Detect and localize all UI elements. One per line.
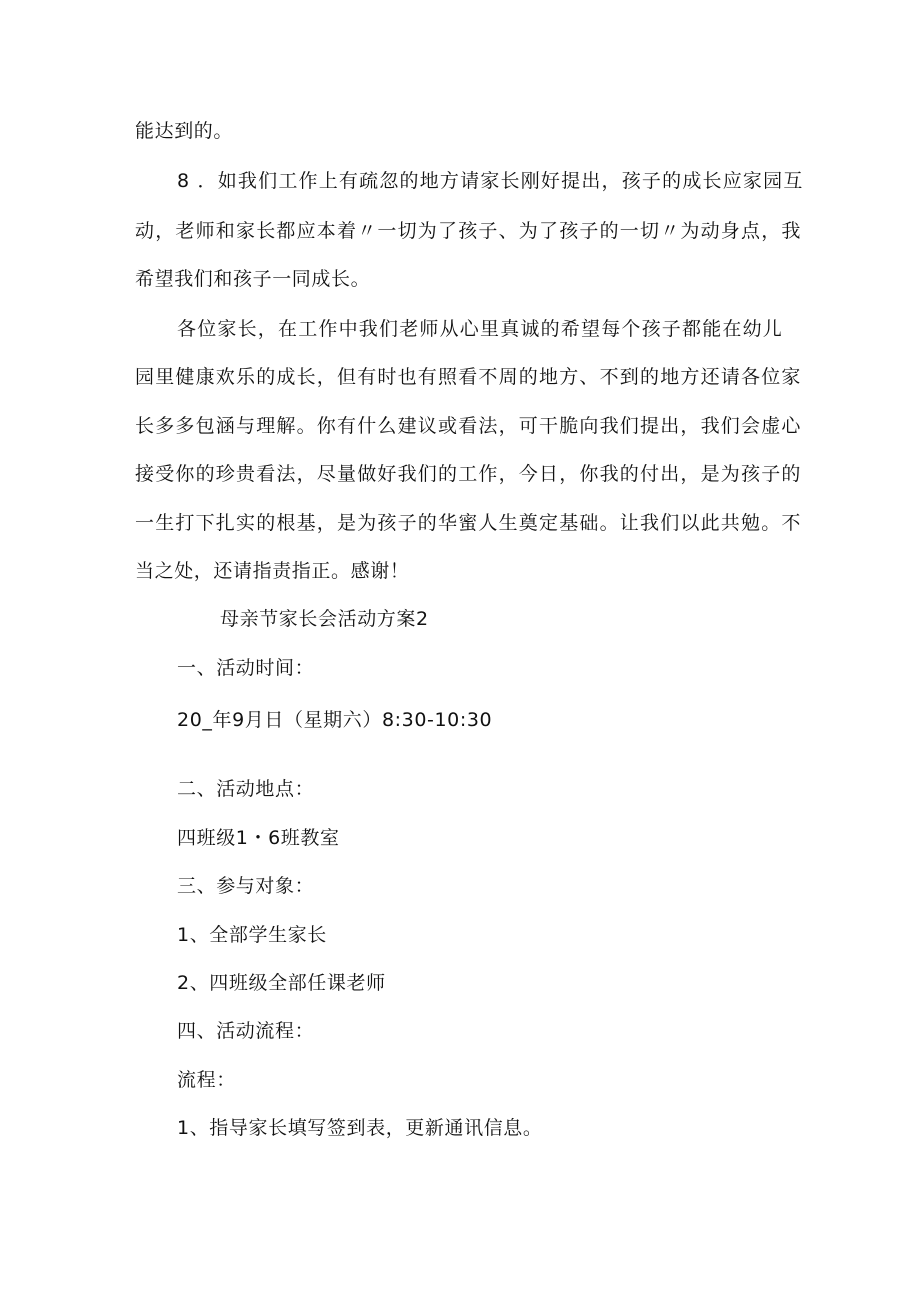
section-title: 母亲节家长会活动方案2 (220, 608, 429, 630)
closing-line-3: 长多多包涵与理解。你有什么建议或看法，可干脆向我们提出，我们会虚心 (135, 415, 802, 437)
time-value: 20_年9月日（星期六）8:30-10:30 (177, 709, 493, 731)
process-step-1: 1、指导家长填写签到表，更新通讯信息。 (177, 1117, 543, 1139)
process-label: 流程： (177, 1069, 236, 1091)
participant-2: 2、四班级全部任课老师 (177, 972, 386, 994)
closing-line-1: 各位家长，在工作中我们老师从心里真诚的希望每个孩子都能在幼儿 (177, 318, 784, 340)
closing-line-4: 接受你的珍贵看法，尽量做好我们的工作，今日，你我的付出，是为孩子的 (135, 463, 802, 485)
item-8-line-2: 动，老师和家长都应本着〃一切为了孩子、为了孩子的一切〃为动身点，我 (135, 220, 802, 242)
closing-line-5: 一生打下扎实的根基，是为孩子的华蜜人生奠定基础。让我们以此共勉。不 (135, 512, 802, 534)
item-8-line-1: 8 ．如我们工作上有疏忽的地方请家长刚好提出，孩子的成长应家园互 (177, 170, 804, 192)
process-heading: 四、活动流程： (177, 1020, 315, 1042)
participant-1: 1、全部学生家长 (177, 924, 327, 946)
participants-heading: 三、参与对象： (177, 875, 315, 897)
place-value: 四班级1・6班教室 (177, 827, 340, 849)
place-heading: 二、活动地点： (177, 778, 315, 800)
time-heading: 一、活动时间： (177, 657, 315, 679)
closing-line-6: 当之处，还请指责指正。感谢！ (135, 560, 410, 582)
item-8-line-3: 希望我们和孩子一同成长。 (135, 268, 371, 290)
continuation-line: 能达到的。 (135, 120, 234, 142)
closing-line-2: 园里健康欢乐的成长，但有时也有照看不周的地方、不到的地方还请各位家 (135, 366, 802, 388)
